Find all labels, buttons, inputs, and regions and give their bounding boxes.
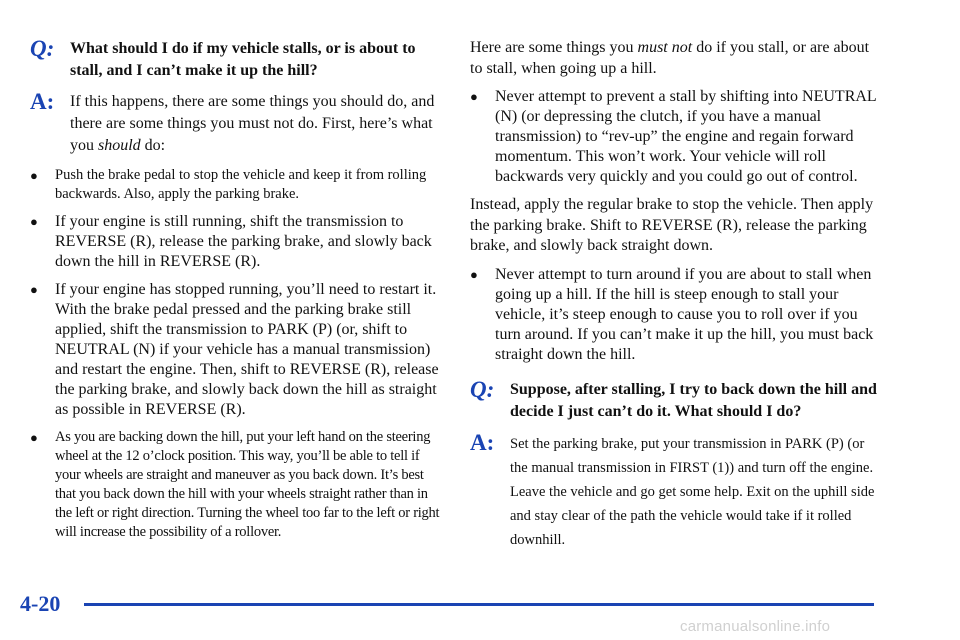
bullet-icon: ● — [470, 266, 478, 282]
instead-paragraph: Instead, apply the regular brake to stop the vehicle. Then apply the parking brake. Shift to REVERSE (R), release the parking brake, and slowly back straight down. — [470, 196, 874, 254]
watermark-text: carmanualsonline.info — [680, 618, 831, 635]
question-mark-label: Q: — [470, 376, 495, 402]
intro-text-end: do if you stall, or are about to stall, when going up a hill. — [470, 39, 870, 77]
answer-text-start: If this happens, there are some things you should do, and there are some things you must not do. First, here’s what you — [70, 93, 435, 154]
bullet-text: If your engine has stopped running, you’ll need to restart it. With the brake pedal pressed and the parking brake still applied, shift the transmission to PARK (P) (or, shift to NEUTRAL (N) if your vehicle has a manual transmission) and restart the engine. Then, shift to REVERSE (R), release the parking brake, and slowly back down the hill as straight as possible in REVERSE (R). — [55, 281, 439, 418]
list-item — [30, 166, 442, 204]
answer-emphasis: should — [98, 137, 141, 154]
bullet-text: If your engine is still running, shift the transmission to REVERSE (R), release the parking brake, and slowly back down the hill in REVERSE (R). — [55, 213, 432, 270]
footer-divider — [84, 603, 874, 606]
answer-text: Set the parking brake, put your transmission in PARK (P) (or the manual transmission in FIRST (1)) and turn off the engine. Leave the vehicle and go get some help. Exit on the uphill side and stay clear of the path the vehicle would take if it rolled downhill. — [510, 435, 875, 548]
list-item — [470, 265, 884, 365]
bullet-text: Push the brake pedal to stop the vehicle and keep it from rolling backwards. Also, apply the parking brake. — [55, 167, 427, 202]
question-block — [30, 38, 442, 82]
intro-emphasis: must not — [637, 39, 693, 56]
list-item — [30, 428, 442, 542]
intro-paragraph — [470, 38, 884, 79]
answer-text — [70, 91, 442, 157]
question-block — [470, 376, 884, 423]
list-item — [470, 87, 884, 187]
question-text: What should I do if my vehicle stalls, or is about to stall, and I can’t make it up the hill? — [70, 40, 416, 79]
bullet-text: Never attempt to turn around if you are about to stall when going up a hill. If the hill is steep enough to stall your vehicle, it’s steep enough to cause you to roll over if you turn around. If you can’t make it up the hill, you must back straight down the hill. — [495, 265, 874, 363]
intro-text-start: Here are some things you — [470, 39, 638, 56]
bullet-icon: ● — [470, 89, 478, 104]
list-item — [30, 212, 442, 272]
bullet-icon: ● — [30, 214, 38, 229]
answer-mark-label: A: — [30, 89, 55, 114]
question-mark-label: Q: — [30, 36, 55, 61]
bullet-text: Never attempt to prevent a stall by shifting into NEUTRAL (N) (or depressing the clutch, if you have a manual transmission) to “rev-up” the engine and regain forward momentum. This won’t work. Your vehicle will roll backwards very quickly and you could go out of control. — [495, 88, 877, 185]
list-item — [30, 280, 442, 420]
right-column — [470, 38, 884, 561]
answer-text-end: do: — [140, 137, 166, 154]
bullet-text: As you are backing down the hill, put your left hand on the steering wheel at the 12 o’clock position. This way, you’ll be able to tell if your wheels are straight and maneuver as you back down. It’s best that you back down the hill with your wheels straight rather than in the left or right direction. Turning the wheel too far to the left or right will increase the possibility of a rollover. — [55, 429, 440, 540]
bullet-icon: ● — [30, 430, 38, 445]
answer-block — [470, 429, 884, 552]
bullet-icon: ● — [30, 282, 38, 297]
answer-mark-label: A: — [470, 429, 495, 455]
left-column — [30, 38, 442, 542]
page-number: 4-20 — [20, 591, 61, 616]
bullet-icon: ● — [30, 168, 38, 183]
answer-block — [30, 91, 442, 157]
question-text: Suppose, after stalling, I try to back down the hill and decide I just can’t do it. What should I do? — [510, 380, 877, 420]
